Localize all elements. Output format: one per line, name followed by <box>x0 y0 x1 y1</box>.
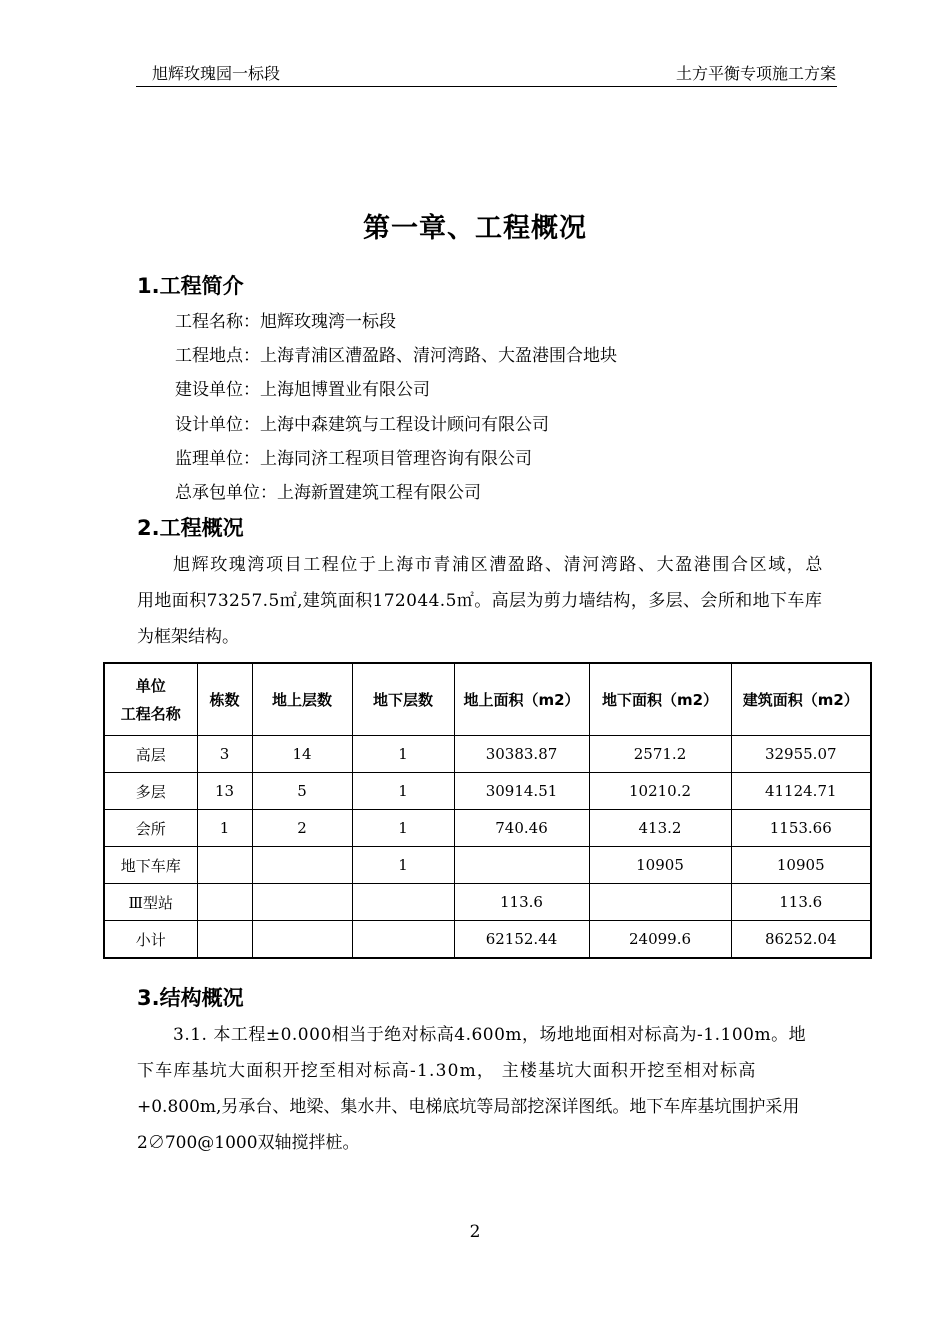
table-cell: 113.6 <box>731 884 871 921</box>
table-header-cell: 栋数 <box>197 663 252 736</box>
table-row <box>104 810 871 847</box>
table-cell: 32955.07 <box>731 736 871 773</box>
table-cell: 13 <box>197 773 252 810</box>
table-header-cell: 建筑面积（m2） <box>731 663 871 736</box>
table-cell <box>197 921 252 959</box>
table-cell: 113.6 <box>454 884 589 921</box>
table-cell <box>197 847 252 884</box>
table-cell: 多层 <box>104 773 197 810</box>
info-developer: 建设单位：上海旭博置业有限公司 <box>175 380 430 400</box>
paragraph-line: 为框架结构。 <box>137 627 239 647</box>
info-project-name: 工程名称：旭辉玫瑰湾一标段 <box>175 312 396 332</box>
table-cell: 30914.51 <box>454 773 589 810</box>
info-contractor: 总承包单位：上海新置建筑工程有限公司 <box>175 483 481 503</box>
table-cell <box>352 921 454 959</box>
table-row <box>104 736 871 773</box>
table-cell: 1 <box>352 810 454 847</box>
table-header-cell <box>104 663 197 736</box>
table-cell: 2 <box>252 810 352 847</box>
section-heading-overview: 2.工程概况 <box>137 516 244 540</box>
table-cell: 86252.04 <box>731 921 871 959</box>
table-header-row <box>104 663 871 736</box>
paragraph-line: +0.800m,另承台、地梁、集水井、电梯底坑等局部挖深详图纸。地下车库基坑围护采用 <box>137 1097 800 1117</box>
table-cell <box>252 884 352 921</box>
project-area-table <box>103 662 872 959</box>
table-cell <box>589 884 731 921</box>
table-cell: 62152.44 <box>454 921 589 959</box>
table-row <box>104 921 871 959</box>
table-cell <box>252 921 352 959</box>
chapter-title: 第一章、工程概况 <box>363 213 587 244</box>
table-cell: 413.2 <box>589 810 731 847</box>
table-row <box>104 847 871 884</box>
table-cell: 10905 <box>589 847 731 884</box>
section-heading-intro: 1.工程简介 <box>137 274 244 298</box>
table-cell: 高层 <box>104 736 197 773</box>
structure-paragraph <box>137 1017 837 1161</box>
table-cell: 10905 <box>731 847 871 884</box>
table-cell: 地下车库 <box>104 847 197 884</box>
table-cell: 24099.6 <box>589 921 731 959</box>
header-document-title: 土方平衡专项施工方案 <box>675 64 836 83</box>
table-cell: 1 <box>197 810 252 847</box>
table-header-cell: 地下层数 <box>352 663 454 736</box>
info-supervisor: 监理单位：上海同济工程项目管理咨询有限公司 <box>175 449 532 469</box>
header-unit-label: 单位 <box>135 676 166 695</box>
header-project-label: 工程名称 <box>120 704 181 723</box>
table-cell: 3 <box>197 736 252 773</box>
table-cell <box>197 884 252 921</box>
table-header-cell: 地下面积（m2） <box>589 663 731 736</box>
paragraph-line: 下车库基坑大面积开挖至相对标高-1.30m， 主楼基坑大面积开挖至相对标高 <box>137 1061 757 1081</box>
table-cell: 10210.2 <box>589 773 731 810</box>
table-cell: 1 <box>352 736 454 773</box>
page-number: 2 <box>469 1222 481 1242</box>
table-cell: 740.46 <box>454 810 589 847</box>
table-cell: Ⅲ型站 <box>104 884 197 921</box>
table-row <box>104 884 871 921</box>
paragraph-line: 2∅700@1000双轴搅拌桩。 <box>137 1133 360 1153</box>
table-header-cell: 地上面积（m2） <box>454 663 589 736</box>
table-cell: 14 <box>252 736 352 773</box>
table-cell <box>352 884 454 921</box>
paragraph-line: 用地面积73257.5㎡,建筑面积172044.5㎡。高层为剪力墙结构，多层、会所和地下车库 <box>137 591 823 611</box>
section-heading-structure: 3.结构概况 <box>137 986 244 1010</box>
info-designer: 设计单位：上海中森建筑与工程设计顾问有限公司 <box>175 415 549 435</box>
table-cell: 30383.87 <box>454 736 589 773</box>
table-cell: 1 <box>352 773 454 810</box>
table-header-cell: 地上层数 <box>252 663 352 736</box>
table-cell: 2571.2 <box>589 736 731 773</box>
paragraph-line: 3.1. 本工程±0.000相当于绝对标高4.600m，场地地面相对标高为-1.100m。地 <box>173 1025 807 1045</box>
table-cell: 5 <box>252 773 352 810</box>
table-cell: 41124.71 <box>731 773 871 810</box>
header-rule <box>136 86 837 87</box>
table-row <box>104 773 871 810</box>
overview-paragraph <box>137 547 837 655</box>
table-cell: 小计 <box>104 921 197 959</box>
paragraph-line: 旭辉玫瑰湾项目工程位于上海市青浦区漕盈路、清河湾路、大盈港围合区域，总 <box>173 555 824 575</box>
table-cell: 会所 <box>104 810 197 847</box>
header-project-name: 旭辉玫瑰园一标段 <box>152 64 281 83</box>
table-cell: 1153.66 <box>731 810 871 847</box>
table-cell <box>454 847 589 884</box>
info-project-location: 工程地点：上海青浦区漕盈路、清河湾路、大盈港围合地块 <box>175 346 617 366</box>
table-cell <box>252 847 352 884</box>
table-cell: 1 <box>352 847 454 884</box>
